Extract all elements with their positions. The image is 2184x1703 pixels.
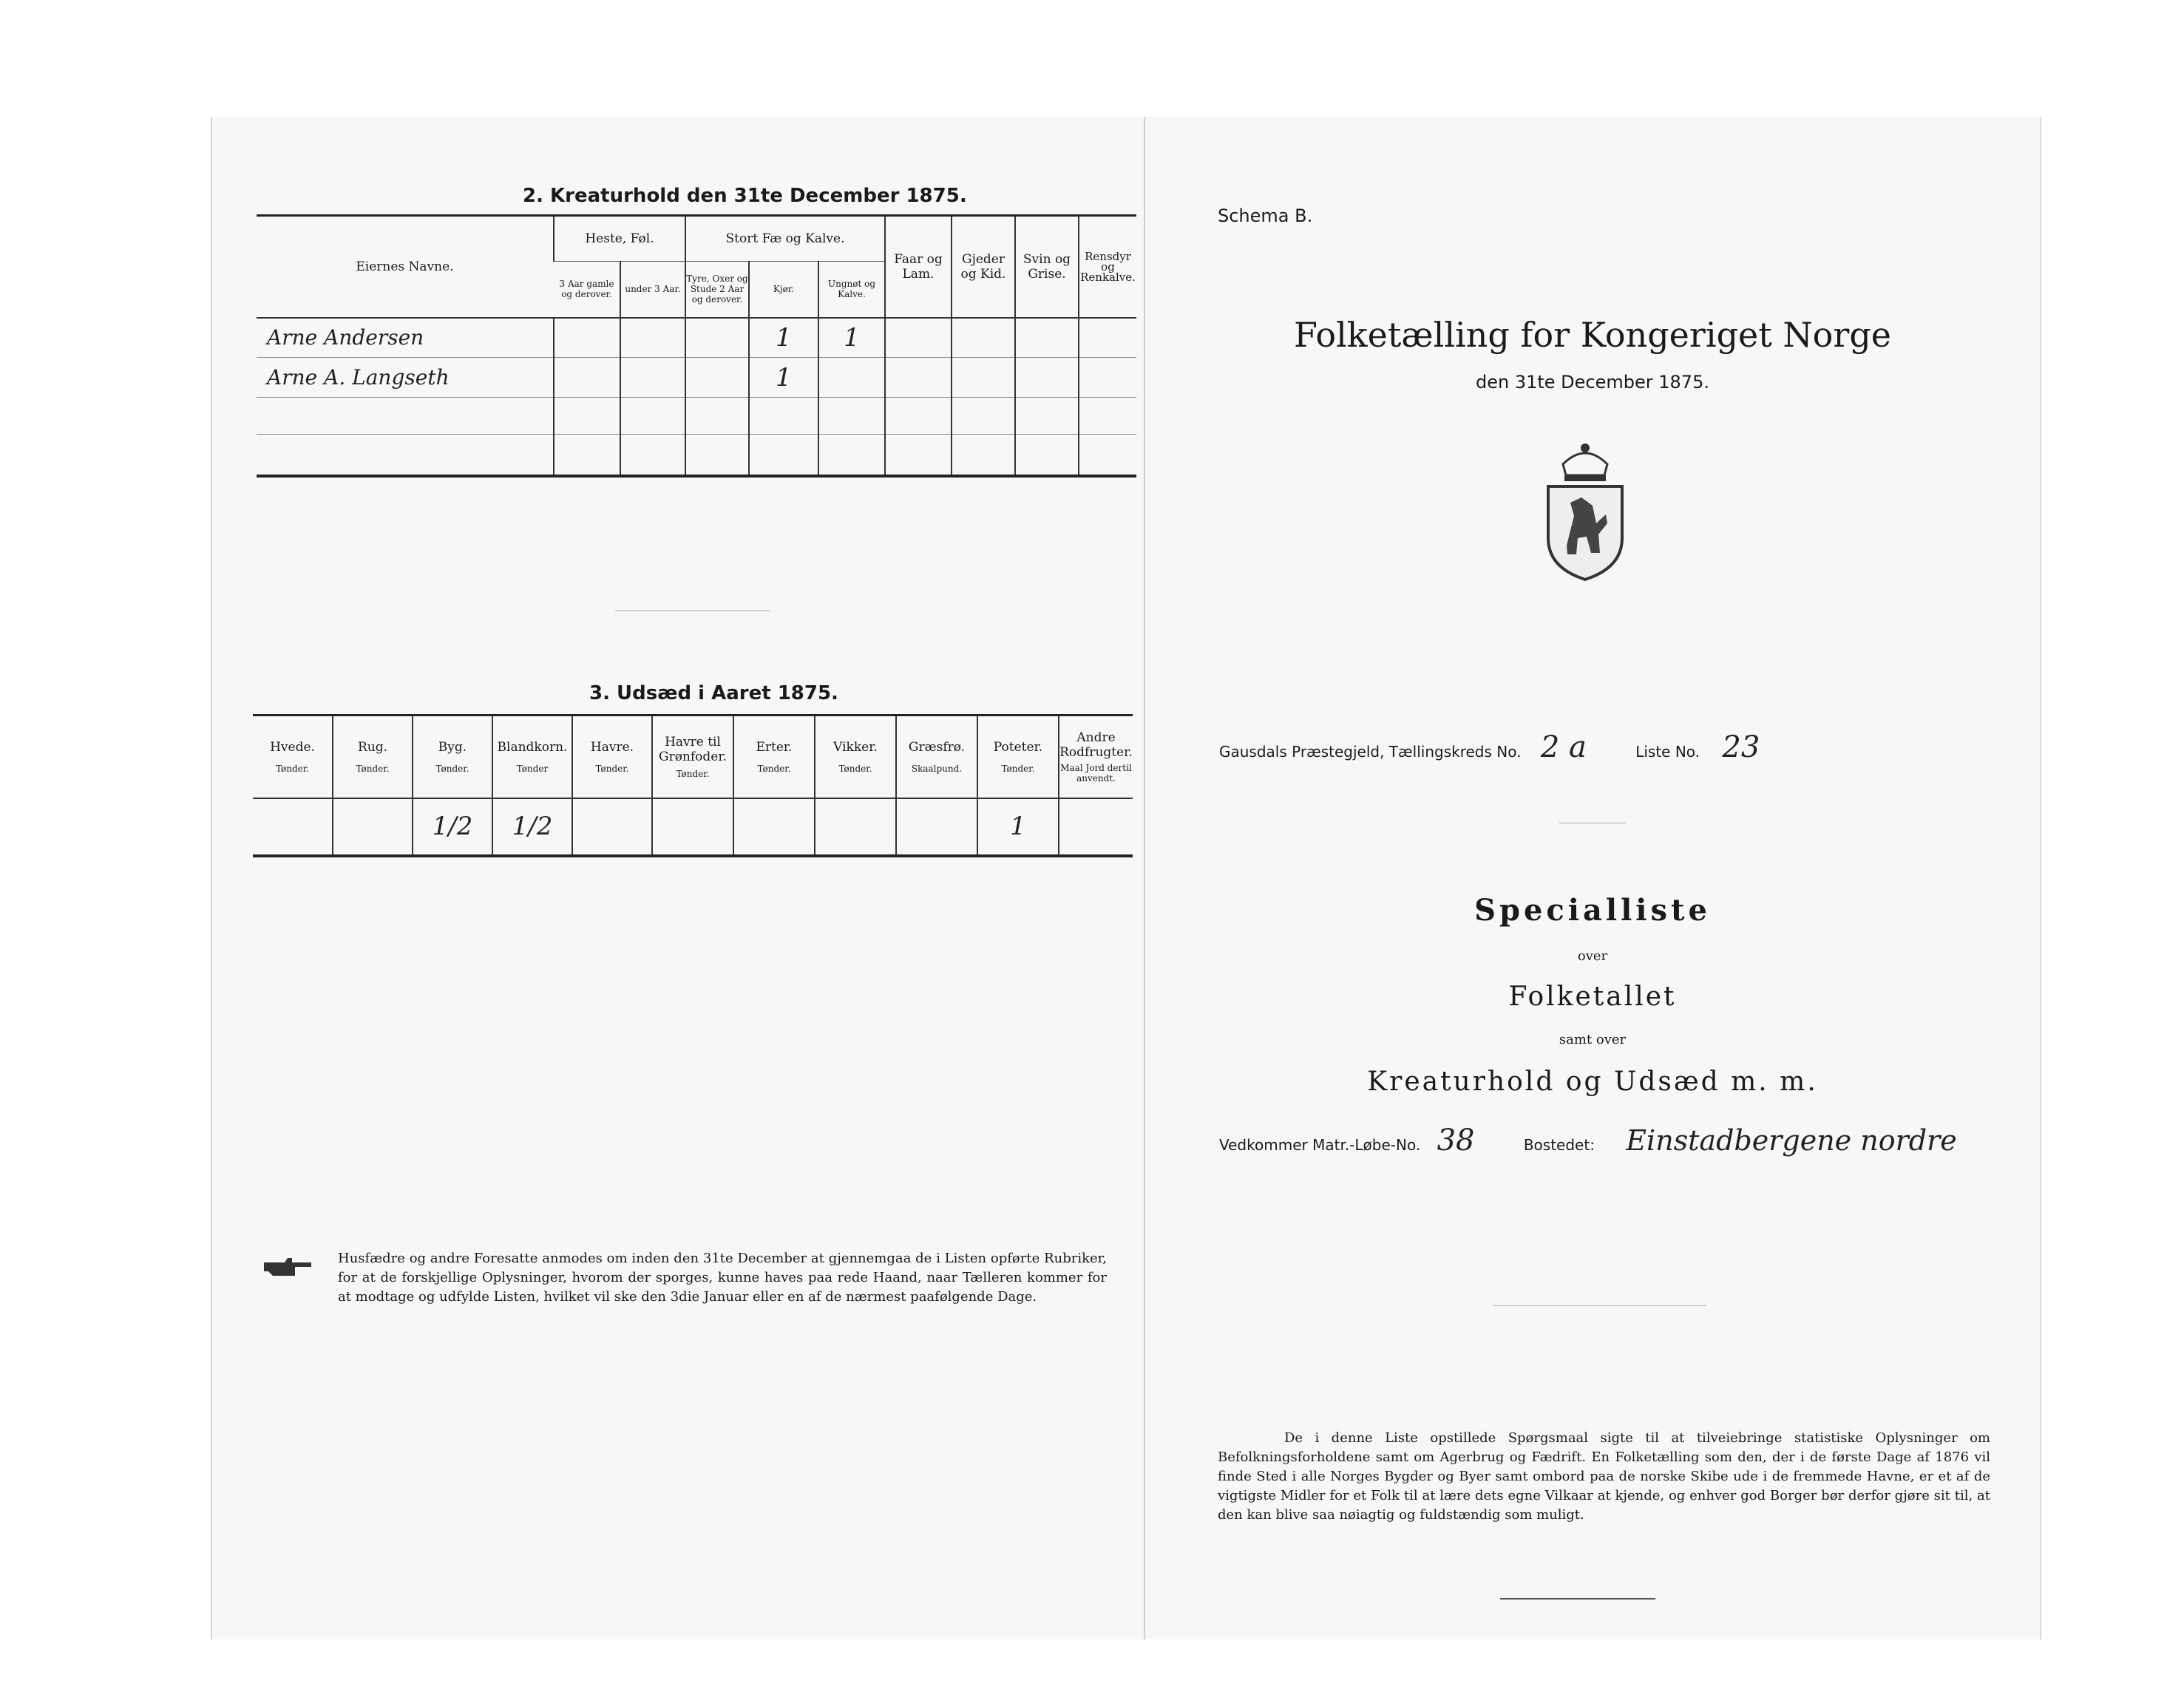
col-andre-rodfrugter: Andre Rodfrugter. Maal Jord dertil anvendt. bbox=[1059, 715, 1133, 798]
value-byg: 1/2 bbox=[413, 798, 492, 856]
value-poteter: 1 bbox=[977, 798, 1059, 856]
over-text-1: over bbox=[1577, 948, 1608, 964]
faar-header: Faar og Lam. bbox=[885, 216, 952, 318]
matrikkel-line bbox=[1219, 1124, 2032, 1158]
section2-title: 2. Kreaturhold den 31te December 1875. bbox=[523, 185, 967, 207]
prestegjeld-label: Gausdals Præstegjeld, Tællingskreds No. bbox=[1219, 743, 1522, 761]
stort-fe-header: Stort Fæ og Kalve. bbox=[685, 216, 885, 262]
value-havre bbox=[572, 798, 652, 856]
table-row bbox=[257, 435, 1136, 476]
table-row bbox=[257, 398, 1136, 435]
value-blandkorn: 1/2 bbox=[492, 798, 572, 856]
divider bbox=[1500, 1598, 1655, 1600]
samt-over-text: samt over bbox=[1559, 1032, 1627, 1047]
owner-name: Arne Andersen bbox=[267, 325, 424, 350]
table-row bbox=[257, 358, 1136, 398]
krets-number: 2 a bbox=[1540, 730, 1587, 764]
kjor-header: Kjør. bbox=[749, 262, 818, 318]
rensdyr-header: Rensdyr og Renkalve. bbox=[1079, 216, 1136, 318]
value-vikker bbox=[815, 798, 896, 856]
col-graesfro: Græsfrø. Skaalpund. bbox=[896, 715, 977, 798]
value-rug bbox=[333, 798, 413, 856]
col-poteter: Poteter. Tønder. bbox=[977, 715, 1059, 798]
coat-of-arms-icon bbox=[1541, 435, 1629, 582]
district-line bbox=[1219, 730, 2032, 764]
value-erter bbox=[733, 798, 815, 856]
table-row bbox=[253, 798, 1133, 856]
kreaturhold-title: Kreaturhold og Udsæd m. m. bbox=[1367, 1067, 1818, 1097]
col-rug: Rug. Tønder. bbox=[333, 715, 413, 798]
heste-under3-header: under 3 Aar. bbox=[620, 262, 685, 318]
ungnot-value: 1 bbox=[818, 318, 885, 358]
value-hvede bbox=[253, 798, 333, 856]
section3-title: 3. Udsæd i Aaret 1875. bbox=[589, 682, 838, 704]
value-andre bbox=[1059, 798, 1133, 856]
value-graesfro bbox=[896, 798, 977, 856]
col-vikker: Vikker. Tønder. bbox=[815, 715, 896, 798]
heste-3aar-header: 3 Aar gamle og derover. bbox=[554, 262, 620, 318]
kjor-value: 1 bbox=[749, 318, 818, 358]
col-blandkorn: Blandkorn. Tønder bbox=[492, 715, 572, 798]
specialliste-title: Specialliste bbox=[1474, 893, 1711, 928]
notice-text: Husfædre og andre Foresatte anmodes om inden den 31te December at gjennemgaa de i Listen opførte Rubriker, for at de forskjellige Oplysninger, hvorom der sporges, kunne haves paa rede Haand, naar Tælleren kommer for at modtage og udfylde Listen, hvilket vil ske den 3die Januar eller en af de nærmest paafølgende Dage. bbox=[338, 1251, 1107, 1305]
divider bbox=[1493, 1305, 1707, 1306]
right-page bbox=[1144, 117, 2041, 1639]
pointing-hand-icon bbox=[262, 1255, 314, 1277]
kjor-value: 1 bbox=[749, 358, 818, 398]
matr-label: Vedkommer Matr.-Løbe-No. bbox=[1219, 1136, 1421, 1154]
heste-header: Heste, Føl. bbox=[554, 216, 685, 262]
matr-number: 38 bbox=[1437, 1124, 1475, 1158]
main-title: Folketælling for Kongeriget Norge bbox=[1294, 315, 1891, 355]
table-row bbox=[257, 318, 1136, 358]
svin-header: Svin og Grise. bbox=[1015, 216, 1079, 318]
owner-name: Arne A. Langseth bbox=[267, 365, 450, 390]
tyre-header: Tyre, Oxer og Stude 2 Aar og derover. bbox=[685, 262, 749, 318]
col-havre-gronfoder: Havre til Grønfoder. Tønder. bbox=[652, 715, 733, 798]
ungnot-value bbox=[818, 358, 885, 398]
col-erter: Erter. Tønder. bbox=[733, 715, 815, 798]
census-date: den 31te December 1875. bbox=[1476, 372, 1709, 392]
liste-label: Liste No. bbox=[1635, 743, 1700, 761]
col-hvede: Hvede. Tønder. bbox=[270, 739, 315, 774]
folketallet-title: Folketallet bbox=[1508, 982, 1677, 1012]
bosted-value: Einstadbergene nordre bbox=[1626, 1124, 1957, 1157]
schema-label: Schema B. bbox=[1218, 205, 1313, 226]
bosted-label: Bostedet: bbox=[1523, 1136, 1595, 1154]
liste-number: 23 bbox=[1722, 730, 1760, 764]
owner-header: Eiernes Navne. bbox=[356, 259, 454, 274]
sowing-table bbox=[253, 714, 1133, 857]
col-byg: Byg. Tønder. bbox=[413, 715, 492, 798]
value-havre-gronfoder bbox=[652, 798, 733, 856]
livestock-table bbox=[257, 214, 1136, 477]
left-page bbox=[211, 117, 1145, 1639]
gjeder-header: Gjeder og Kid. bbox=[952, 216, 1015, 318]
ungnot-header: Ungnøt og Kalve. bbox=[818, 262, 885, 318]
footer-text: De i denne Liste opstillede Spørgsmaal sigte til at tilveiebringe statistiske Oplysninger om Befolkningsforholdene samt om Agerbrug og Fædrift. En Folketælling som den, der i de første Dage af 1876 vil finde Sted i alle Norges Bygder og Byer samt ombord paa de norske Skibe ude i de fremmede Havne, er et af de vigtigste Midler for et Folk til at lære dets egne Vilkaar at kjende, og enhver god Borger bør derfor gjøre sit til, at den kan blive saa nøiagtig og fuldstændig som muligt. bbox=[1218, 1430, 1990, 1523]
col-havre: Havre. Tønder. bbox=[572, 715, 652, 798]
